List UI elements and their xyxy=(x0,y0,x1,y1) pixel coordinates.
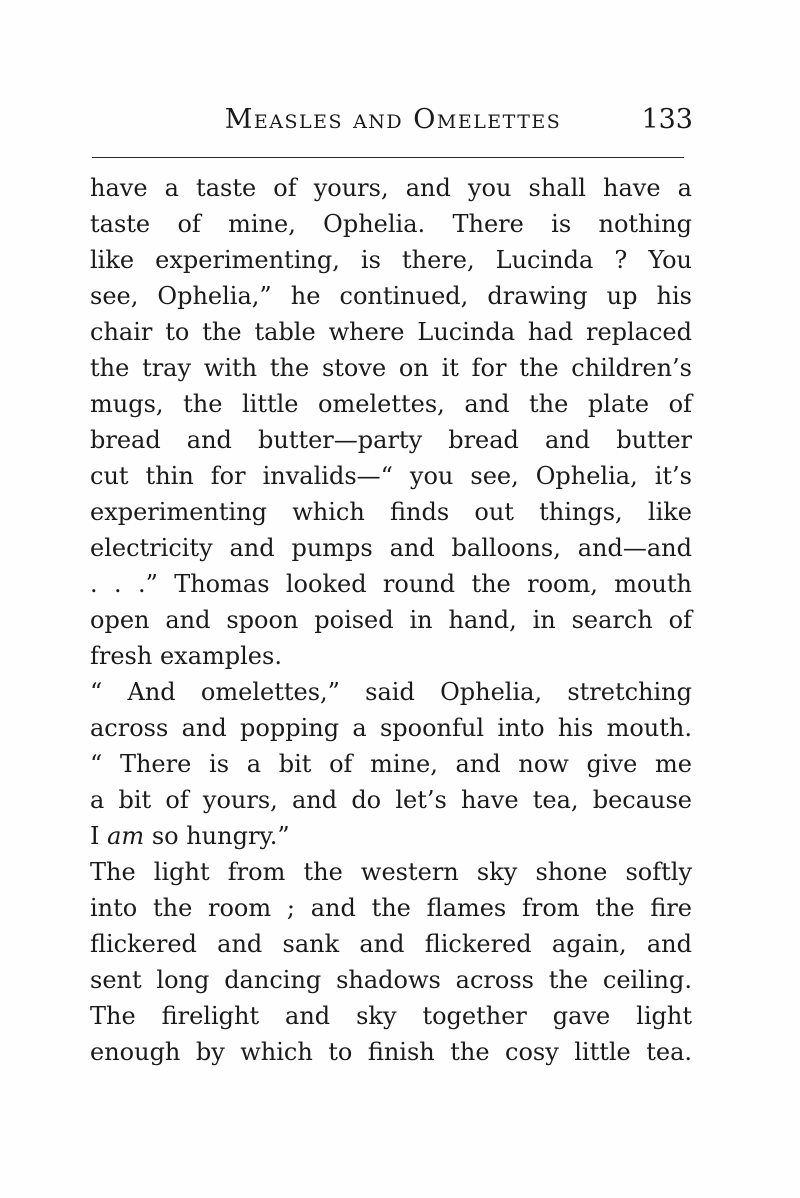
text-line: enough by which to finish the cosy little tea. xyxy=(90,1038,692,1066)
header-rule xyxy=(92,157,684,158)
text-line: “ And omelettes,” said Ophelia, stretching xyxy=(90,678,692,706)
text-line: cut thin for invalids—“ you see, Ophelia, it’s xyxy=(90,462,692,490)
text-line: into the room ; and the flames from the fire xyxy=(90,894,692,922)
text-line: experimenting which finds out things, like xyxy=(90,498,692,526)
text-fragment: I xyxy=(90,822,108,850)
page-header xyxy=(90,100,693,140)
text-line: sent long dancing shadows across the ceiling. xyxy=(90,966,692,994)
text-fragment: so hungry.” xyxy=(144,822,290,850)
text-line: bread and butter—party bread and butter xyxy=(90,426,692,454)
text-line: The firelight and sky together gave light xyxy=(90,1002,692,1030)
text-line: flickered and sank and flickered again, and xyxy=(90,930,692,958)
text-line: see, Ophelia,” he continued, drawing up his xyxy=(90,282,692,310)
text-line: open and spoon poised in hand, in search of xyxy=(90,606,692,634)
text-line: taste of mine, Ophelia. There is nothing xyxy=(90,210,692,238)
text-line xyxy=(90,818,692,854)
text-line: across and popping a spoonful into his mouth. xyxy=(90,714,692,742)
text-line: The light from the western sky shone softly xyxy=(90,858,692,886)
italic-emphasis: am xyxy=(107,822,145,850)
text-line: chair to the table where Lucinda had replaced xyxy=(90,318,692,346)
text-line: a bit of yours, and do let’s have tea, because xyxy=(90,786,692,814)
text-line: the tray with the stove on it for the children’s xyxy=(90,354,692,382)
text-line: like experimenting, is there, Lucinda ? You xyxy=(90,246,692,274)
body-text xyxy=(90,170,692,1070)
text-line: “ There is a bit of mine, and now give me xyxy=(90,750,692,778)
page-number: 133 xyxy=(641,104,693,135)
text-line: . . .” Thomas looked round the room, mouth xyxy=(90,570,692,598)
text-line: electricity and pumps and balloons, and—and xyxy=(90,534,692,562)
text-line: mugs, the little omelettes, and the plate of xyxy=(90,390,692,418)
text-line: fresh examples. xyxy=(90,642,282,670)
text-line: have a taste of yours, and you shall have a xyxy=(90,174,692,202)
running-head: Measles and Omelettes xyxy=(224,104,562,135)
